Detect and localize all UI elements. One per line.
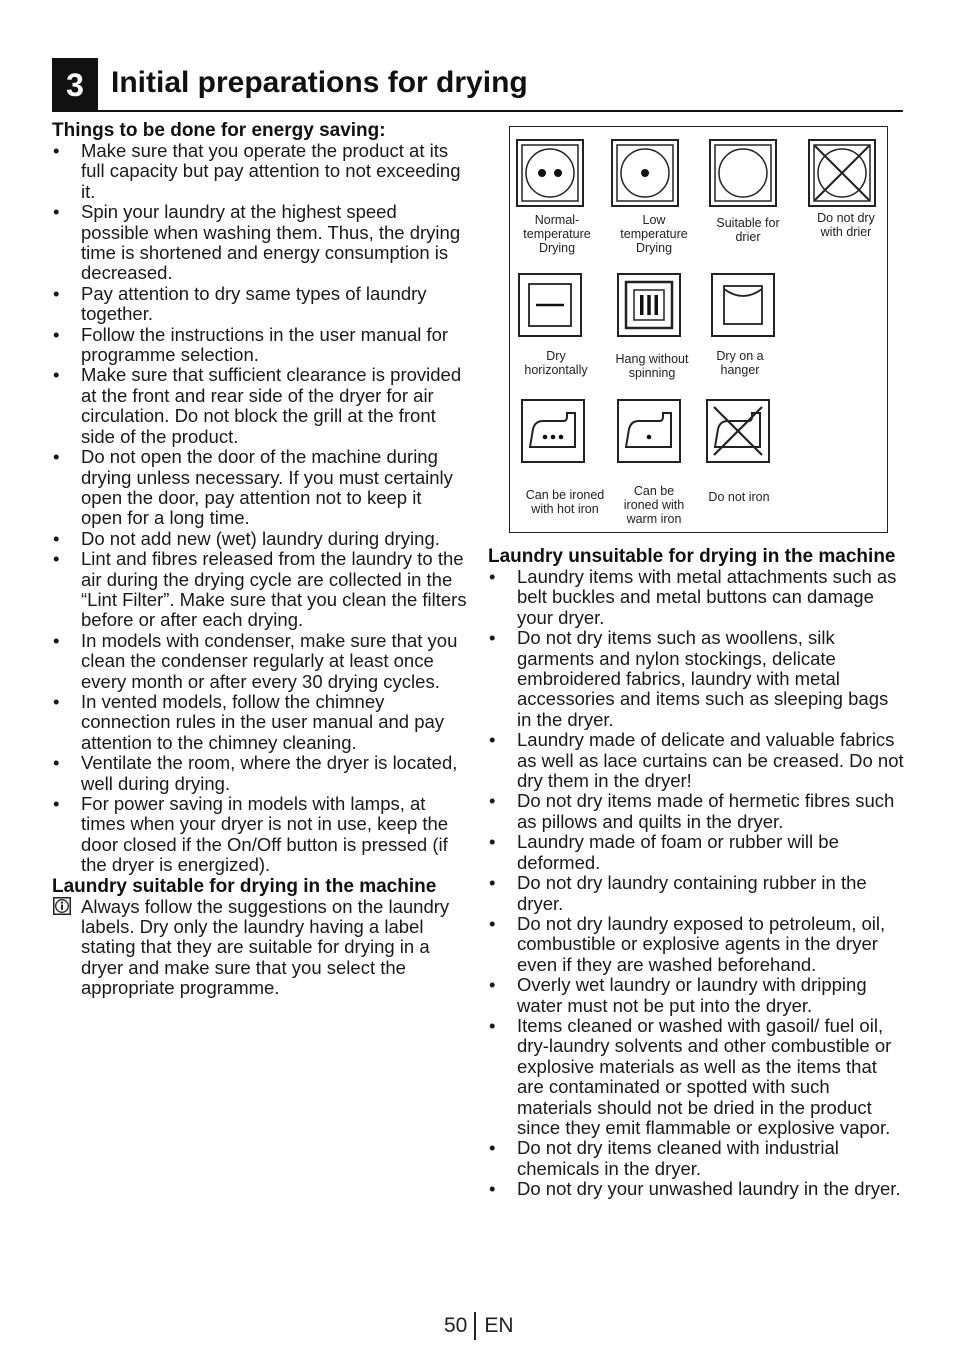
unsuitable-laundry-heading: Laundry unsuitable for drying in the machine — [488, 546, 896, 567]
list-item: • Ventilate the room, where the dryer is located, well during drying. — [52, 753, 467, 794]
page-footer — [444, 1312, 514, 1340]
right-column — [488, 546, 904, 1200]
list-item: • For power saving in models with lamps, at times when your dryer is not in use, keep the door closed if the On/Off button is pressed (if the dryer is energized). — [52, 794, 467, 876]
list-item: • Do not dry items made of hermetic fibres such as pillows and quilts in the dryer. — [488, 791, 904, 832]
unsuitable-laundry-list — [488, 567, 904, 1200]
list-item: • In models with condenser, make sure that you clean the condenser regularly at least once every month or after every 30 drying cycles. — [52, 631, 467, 692]
page-number: 50 — [444, 1314, 468, 1337]
do-not-dry-with-drier-label: Do not dry with drier — [817, 211, 875, 239]
chapter-number-badge — [52, 58, 98, 112]
normal-temperature-drying-icon — [516, 139, 584, 207]
language-code: EN — [484, 1314, 514, 1337]
list-item: • Pay attention to dry same types of laundry together. — [52, 284, 467, 325]
energy-saving-list — [52, 141, 467, 876]
do-not-iron-label: Do not iron — [708, 490, 770, 504]
suitable-laundry-text: Always follow the suggestions on the laundry labels. Dry only the laundry having a label stating that they are suitable for drying in a dryer and make sure that you select the appropriate programme. — [81, 895, 450, 999]
list-item: • Lint and fibres released from the laundry to the air during the drying cycle are collected in the “Lint Filter”. Make sure that you clean the filters before or after each drying. — [52, 549, 467, 631]
title-divider — [52, 110, 903, 112]
warm-iron-icon — [617, 399, 681, 463]
list-item: • Laundry made of foam or rubber will be deformed. — [488, 832, 904, 873]
list-item: • Items cleaned or washed with gasoil/ fuel oil, dry-laundry solvents and other combustible or explosive materials as well as the items that are contaminated or spotted with such materials should not be dried in the product since they emit flammable or explosive vapor. — [488, 1016, 904, 1138]
dry-horizontally-label: Dry horizontally — [524, 349, 588, 377]
do-not-iron-icon — [706, 399, 770, 463]
dry-on-hanger-icon — [711, 273, 775, 337]
normal-temperature-drying-label: Normal- temperature Drying — [523, 213, 591, 255]
list-item: • Do not dry laundry containing rubber in the dryer. — [488, 873, 904, 914]
list-item: • Make sure that you operate the product at its full capacity but pay attention to not exceeding it. — [52, 141, 467, 202]
energy-saving-heading: Things to be done for energy saving: — [52, 120, 386, 141]
footer-divider — [474, 1312, 476, 1340]
dry-on-hanger-label: Dry on a hanger — [716, 349, 764, 377]
hang-without-spinning-icon — [617, 273, 681, 337]
left-column — [52, 120, 467, 999]
suitable-laundry-note — [52, 897, 467, 999]
hang-without-spinning-label: Hang without spinning — [615, 352, 689, 380]
list-item: • Make sure that sufficient clearance is provided at the front and rear side of the dryer for air circulation. Do not block the grill at the front side of the product. — [52, 365, 467, 447]
info-icon — [53, 897, 71, 915]
list-item: • Do not dry your unwashed laundry in the dryer. — [488, 1179, 904, 1199]
chapter-number: 3 — [66, 66, 84, 103]
warm-iron-label: Can be ironed with warm iron — [623, 484, 685, 526]
low-temperature-drying-label: Low temperature Drying — [620, 213, 688, 255]
list-item: • Follow the instructions in the user manual for programme selection. — [52, 325, 467, 366]
list-item: • Do not add new (wet) laundry during drying. — [52, 529, 467, 549]
suitable-for-drier-label: Suitable for drier — [716, 216, 780, 244]
dry-horizontally-icon — [518, 273, 582, 337]
list-item: • Laundry items with metal attachments such as belt buckles and metal buttons can damage your dryer. — [488, 567, 904, 628]
laundry-symbols-table — [509, 126, 888, 533]
list-item: • Do not dry items cleaned with industrial chemicals in the dryer. — [488, 1138, 904, 1179]
hot-iron-icon — [521, 399, 585, 463]
do-not-dry-with-drier-icon — [808, 139, 876, 207]
list-item: • Laundry made of delicate and valuable fabrics as well as lace curtains can be creased. Do not dry them in the dryer! — [488, 730, 904, 791]
hot-iron-label: Can be ironed with hot iron — [525, 488, 605, 516]
list-item: • Do not dry laundry exposed to petroleum, oil, combustible or explosive agents in the dryer even if they are washed beforehand. — [488, 914, 904, 975]
list-item: • In vented models, follow the chimney connection rules in the user manual and pay attention to the chimney cleaning. — [52, 692, 467, 753]
low-temperature-drying-icon — [611, 139, 679, 207]
list-item: • Do not dry items such as woollens, silk garments and nylon stockings, delicate embroidered fabrics, laundry with metal accessories and items such as sleeping bags in the dryer. — [488, 628, 904, 730]
suitable-for-drier-icon — [709, 139, 777, 207]
list-item: • Overly wet laundry or laundry with dripping water must not be put into the dryer. — [488, 975, 904, 1016]
suitable-laundry-heading: Laundry suitable for drying in the machine — [52, 875, 437, 897]
list-item: • Do not open the door of the machine during drying unless necessary. If you must certainly open the door, pay attention not to keep it open for a long time. — [52, 447, 467, 529]
page-title: Initial preparations for drying — [111, 66, 528, 99]
list-item: • Spin your laundry at the highest speed possible when washing them. Thus, the drying time is shortened and energy consumption is decreased. — [52, 202, 467, 284]
